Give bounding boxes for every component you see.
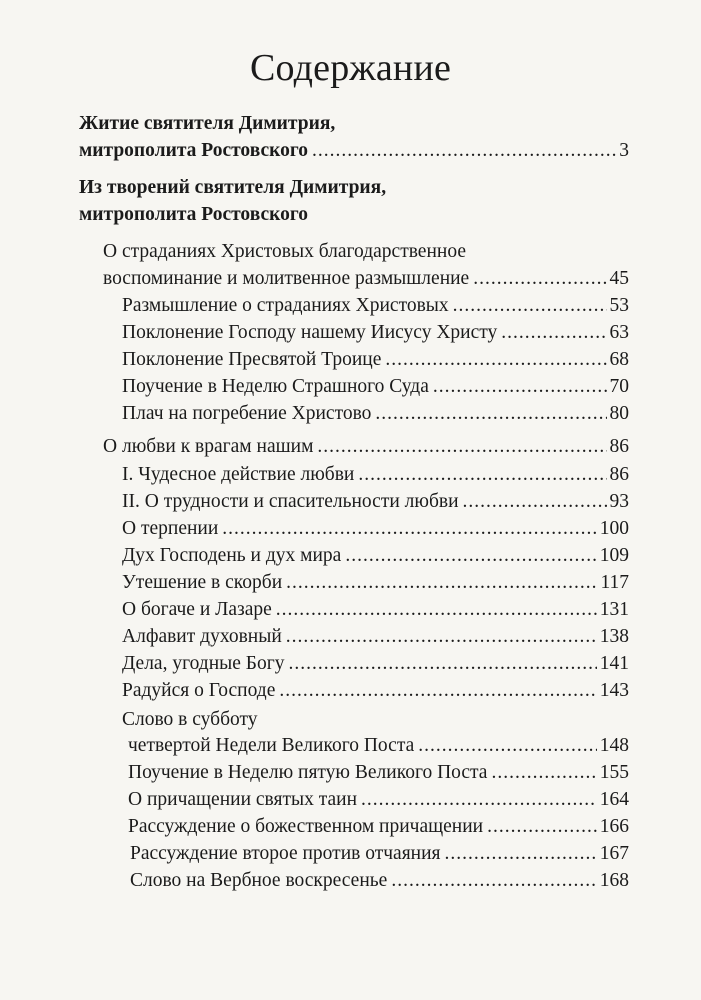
toc-entry-sufferings[interactable]: воспоминание и молитвенное размышление ..... 45 <box>103 266 629 292</box>
toc-entry-sufferings-line1: О страданиях Христовых благодарственное <box>103 241 466 262</box>
page-number: 143 <box>599 680 629 701</box>
toc-entry[interactable]: Радуйся о Господе ..... 143 <box>122 678 629 704</box>
dot-leader <box>288 651 596 677</box>
page-number: 168 <box>599 870 629 891</box>
page-title: Содержание <box>249 47 452 89</box>
dot-leader <box>487 814 597 840</box>
page-number: 80 <box>609 403 629 424</box>
toc-entry[interactable]: Поклонение Господу нашему Иисусу Христу ..... 63 <box>122 320 629 346</box>
page-number: 63 <box>609 322 629 343</box>
toc-entry[interactable]: Поучение в Неделю пятую Великого Поста ..... 155 <box>128 760 629 786</box>
section-heading-line2: митрополита Ростовского <box>79 204 308 225</box>
toc-entry[interactable]: I. Чудесное действие любви ..... 86 <box>122 462 629 488</box>
toc-entry[interactable]: Размышление о страданиях Христовых ..... 53 <box>122 293 629 319</box>
toc-entry[interactable]: О богаче и Лазаре ..... 131 <box>122 597 629 623</box>
dot-leader <box>276 597 597 623</box>
page-number: 148 <box>599 735 629 756</box>
page-number: 93 <box>609 491 629 512</box>
page-number: 109 <box>599 545 629 566</box>
toc-entry-life-line1: Житие святителя Димитрия, <box>79 113 336 134</box>
toc-entry[interactable]: О терпении ..... 100 <box>122 516 629 542</box>
section-heading-line1: Из творений святителя Димитрия, <box>79 177 387 198</box>
dot-leader <box>463 489 607 515</box>
toc-entry[interactable]: Поучение в Неделю Страшного Суда ..... 70 <box>122 374 629 400</box>
dot-leader <box>418 733 597 759</box>
toc-entry[interactable]: Рассуждение о божественном причащении ..... 166 <box>128 814 629 840</box>
dot-leader <box>286 570 597 596</box>
toc-entry[interactable]: Поклонение Пресвятой Троице ..... 68 <box>122 347 629 373</box>
page-number: 164 <box>599 789 629 810</box>
toc-entry[interactable]: Алфавит духовный ..... 138 <box>122 624 629 650</box>
page-number: 3 <box>619 140 629 161</box>
page-number: 45 <box>609 268 629 289</box>
toc-entry-love-enemies[interactable]: О любви к врагам нашим ..... 86 <box>103 434 629 460</box>
dot-leader <box>317 434 606 460</box>
page-number: 167 <box>599 843 629 864</box>
page-number: 131 <box>599 599 629 620</box>
page-number: 166 <box>599 816 629 837</box>
dot-leader <box>501 320 606 346</box>
page-number: 138 <box>599 626 629 647</box>
toc-entry-life[interactable]: митрополита Ростовского ..... 3 <box>79 138 629 164</box>
dot-leader <box>445 841 597 867</box>
page-number: 100 <box>599 518 629 539</box>
dot-leader <box>375 401 606 427</box>
toc-entry-sermon-line1: Слово в субботу <box>122 709 258 730</box>
toc-entry[interactable]: Плач на погребение Христово ..... 80 <box>122 401 629 427</box>
dot-leader <box>286 624 597 650</box>
toc-entry-sermon[interactable]: четвертой Недели Великого Поста ..... 148 <box>128 733 629 759</box>
page-number: 70 <box>609 376 629 397</box>
dot-leader <box>279 678 596 704</box>
dot-leader <box>358 462 606 488</box>
dot-leader <box>473 266 606 292</box>
page-number: 86 <box>609 464 629 485</box>
dot-leader <box>345 543 596 569</box>
page-number: 155 <box>599 762 629 783</box>
dot-leader <box>453 293 607 319</box>
dot-leader <box>361 787 597 813</box>
toc-entry[interactable]: Дух Господень и дух мира ..... 109 <box>122 543 629 569</box>
dot-leader <box>391 868 596 894</box>
dot-leader <box>433 374 607 400</box>
page-number: 86 <box>609 436 629 457</box>
dot-leader <box>385 347 606 373</box>
page-number: 68 <box>609 349 629 370</box>
page-number: 141 <box>599 653 629 674</box>
toc-entry[interactable]: Утешение в скорби ..... 117 <box>122 570 629 596</box>
dot-leader <box>312 138 616 164</box>
toc-entry[interactable]: Дела, угодные Богу ..... 141 <box>122 651 629 677</box>
toc-entry[interactable]: О причащении святых таин ..... 164 <box>128 787 629 813</box>
toc-entry[interactable]: Рассуждение второе против отчаяния ..... 167 <box>130 841 629 867</box>
toc-entry[interactable]: II. О трудности и спасительности любви ..... 93 <box>122 489 629 515</box>
toc-entry[interactable]: Слово на Вербное воскресенье ..... 168 <box>130 868 629 894</box>
dot-leader <box>491 760 596 786</box>
page-number: 117 <box>600 572 629 593</box>
page-number: 53 <box>609 295 629 316</box>
dot-leader <box>222 516 596 542</box>
